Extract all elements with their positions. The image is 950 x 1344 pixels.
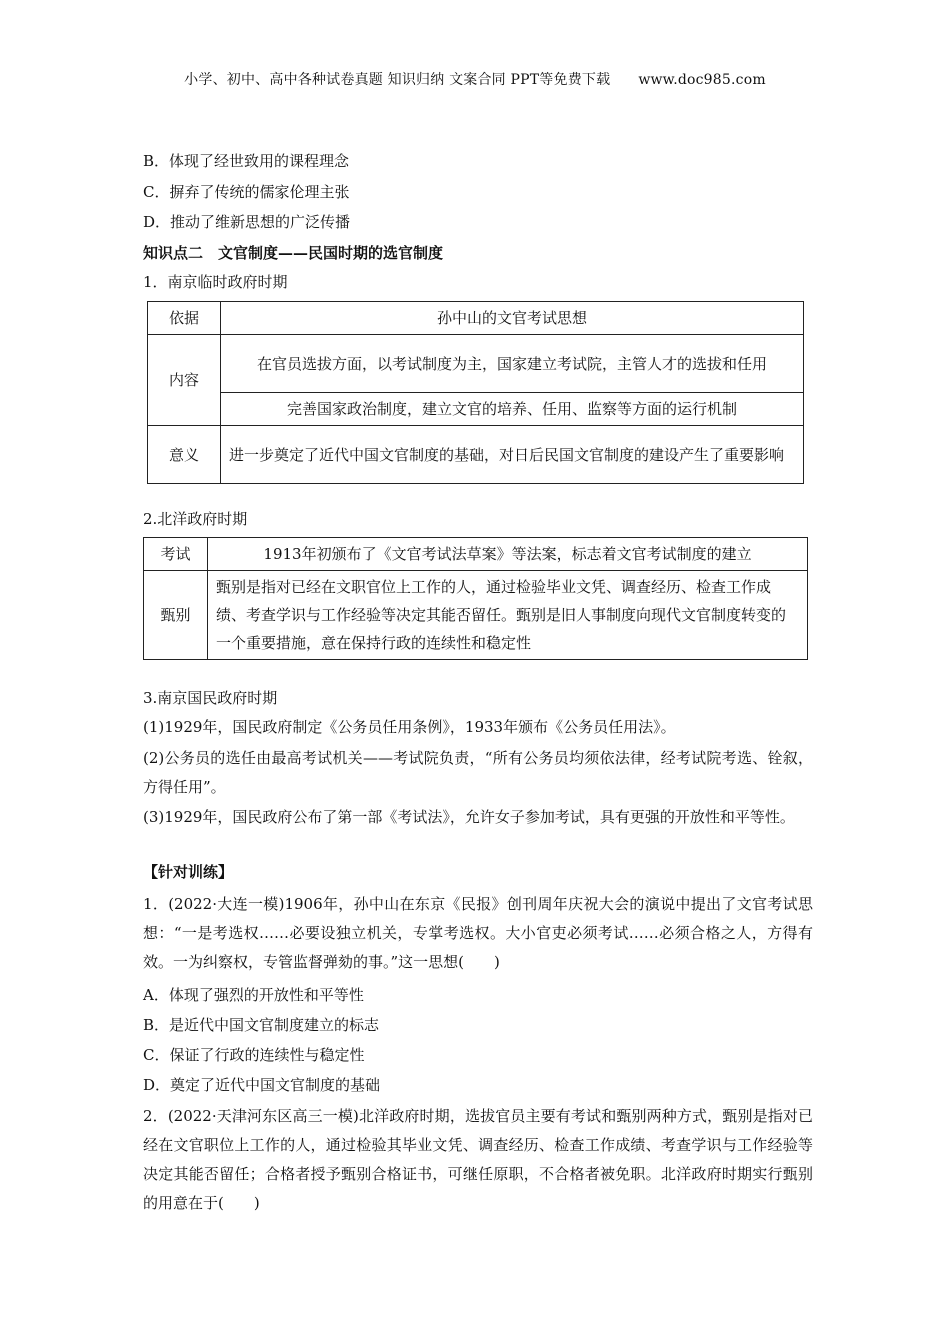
s1-label-content: 内容 — [148, 335, 221, 426]
table-nanjing-provisional — [147, 301, 804, 484]
s2-label-exam: 考试 — [144, 538, 208, 571]
s1-content-text2: 完善国家政治制度，建立文官的培养、任用、监察等方面的运行机制 — [221, 393, 804, 426]
s2-screening-text: 甄别是指对已经在文职官位上工作的人，通过检验毕业文凭、调查经历、检查工作成绩、考查学识与工作经验等决定其能否留任。甄别是旧人事制度向现代文官制度转变的一个重要措施，意在保持行政的连续性和稳定性 — [208, 571, 808, 660]
prev-option-b: B．体现了经世致用的课程理念 — [143, 152, 350, 170]
s2-label-screening: 甄别 — [144, 571, 208, 660]
page-header — [0, 69, 950, 89]
s1-label-basis: 依据 — [148, 302, 221, 335]
q1-option-a: A．体现了强烈的开放性和平等性 — [143, 986, 364, 1004]
s1-title: 1．南京临时政府时期 — [143, 273, 288, 291]
s3-title: 3.南京国民政府时期 — [143, 689, 278, 707]
table-beiyang — [143, 537, 808, 660]
q1-stem: 1．(2022·大连一模)1906年，孙中山在东京《民报》创刊周年庆祝大会的演说中提出了文官考试思想：“一是考选权……必要设独立机关，专掌考选权。大小官吏必须考试……必须合格之人，方得有效。一为纠察权，专管监督弹劾的事。”这一思想( ) — [143, 895, 813, 971]
section-title: 知识点二 文官制度——民国时期的选官制度 — [143, 244, 444, 262]
s3-point-1: (1)1929年，国民政府制定《公务员任用条例》，1933年颁布《公务员任用法》。 — [143, 718, 676, 736]
q2-stem: 2．(2022·天津河东区高三一模)北洋政府时期，选拔官员主要有考试和甄别两种方式，甄别是指对已经在文官职位上工作的人，通过检验其毕业文凭、调查经历、检查工作成绩、考查学识与工作经验等决定其能否留任；合格者授予甄别合格证书，可继任原职，不合格者被免职。北洋政府时期实行甄别的用意在于( ) — [143, 1107, 813, 1212]
q1-option-d: D．奠定了近代中国文官制度的基础 — [143, 1076, 381, 1094]
prev-option-d: D．推动了维新思想的广泛传播 — [143, 213, 351, 231]
s1-label-significance: 意义 — [148, 426, 221, 484]
s2-exam-text: 1913年初颁布了《文官考试法草案》等法案，标志着文官考试制度的建立 — [208, 538, 808, 571]
s1-basis-text: 孙中山的文官考试思想 — [221, 302, 804, 335]
s1-significance-text: 进一步奠定了近代中国文官制度的基础，对日后民国文官制度的建设产生了重要影响 — [221, 426, 804, 484]
s3-point-2: (2)公务员的选任由最高考试机关——考试院负责，“所有公务员均须依法律，经考试院考选、铨叙，方得任用”。 — [143, 749, 813, 796]
q1-option-c: C．保证了行政的连续性与稳定性 — [143, 1046, 365, 1064]
header-text: 小学、初中、高中各种试卷真题 知识归纳 文案合同 PPT等免费下载 — [184, 72, 611, 88]
prev-option-c: C．摒弃了传统的儒家伦理主张 — [143, 183, 350, 201]
s3-point-3: (3)1929年，国民政府公布了第一部《考试法》，允许女子参加考试，具有更强的开放性和平等性。 — [143, 808, 795, 826]
header-site: www.doc985.com — [638, 72, 766, 88]
s1-content-text1: 在官员选拔方面，以考试制度为主，国家建立考试院，主管人才的选拔和任用 — [221, 335, 804, 393]
q1-option-b: B．是近代中国文官制度建立的标志 — [143, 1016, 380, 1034]
training-title: 【针对训练】 — [143, 863, 234, 881]
s2-title: 2.北洋政府时期 — [143, 510, 248, 528]
